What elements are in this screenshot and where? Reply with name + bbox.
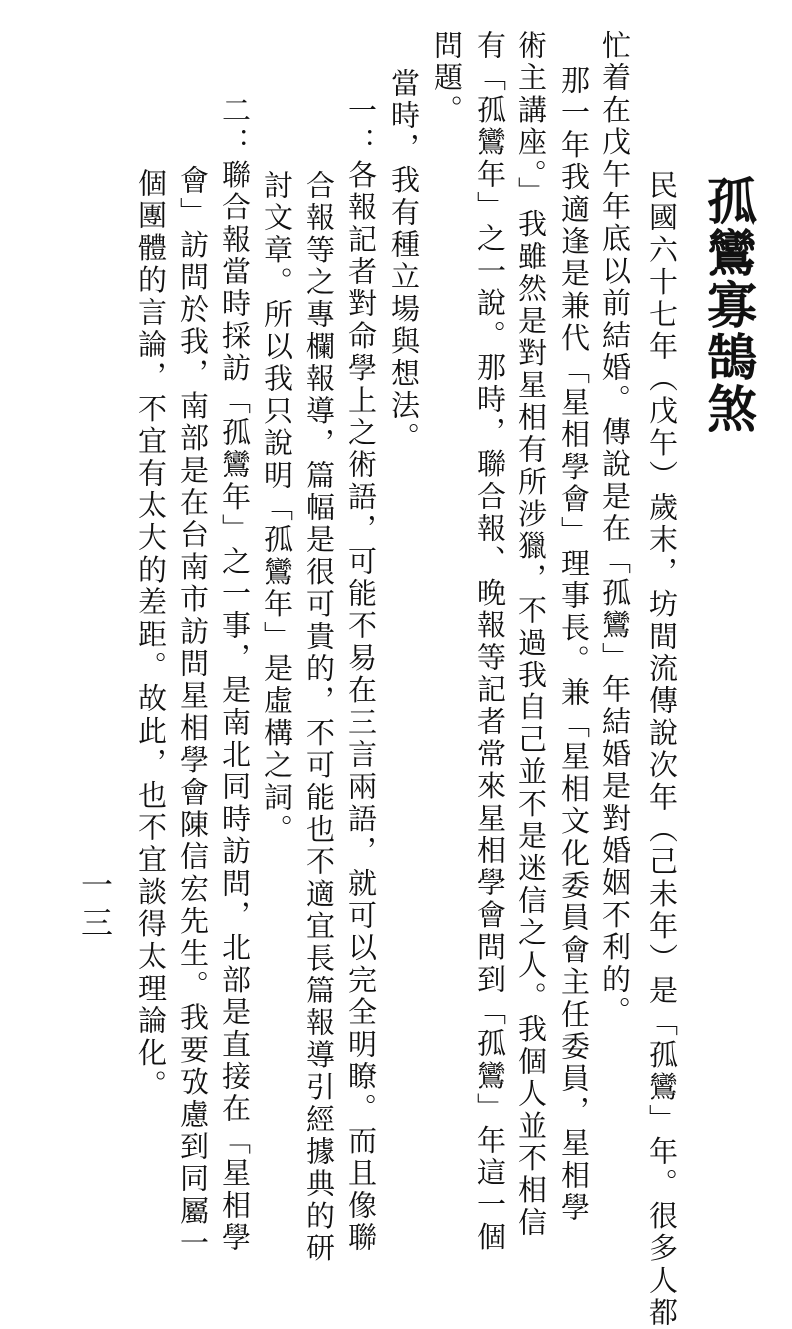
text-column-4: 術主講座。」我雖然是對星相有所涉獵，不過我自己並不是迷信之人。我個人並不相信 (514, 30, 548, 1240)
text-column-12: 會」訪問於我，南部是在台南市訪問星相學會陳信宏先生。我要攷慮到同屬一 (176, 165, 210, 1260)
text-column-9: 合報等之專欄報導，篇幅是很可貴的，不可能也不適宜長篇報導引經據典的研 (302, 170, 336, 1265)
text-column-11: 二：聯合報當時採訪「孤鸞年」之一事，是南北同時訪問，北部是直接在「星相學 (218, 95, 252, 1255)
text-column-5: 有「孤鸞年」之一說。那時，聯合報、晚報等記者常來星相學會問到「孤鸞」年這一個 (473, 30, 507, 1254)
text-column-7: 當時，我有種立場與想法。 (387, 68, 421, 455)
text-column-3: 那一年我適逢是兼代「星相學會」理事長。兼「星相文化委員會主任委員，星相學 (557, 65, 591, 1225)
chapter-title: 孤鸞寡鵠煞 (699, 175, 758, 435)
text-column-10: 討文章。所以我只說明「孤鸞年」是虛構之詞。 (260, 170, 294, 847)
text-column-6: 問題。 (430, 30, 464, 127)
page-number: 一三 (76, 868, 114, 944)
text-column-2: 忙着在戊午年底以前結婚。傳說是在「孤鸞」年結婚是對婚姻不利的。 (598, 30, 632, 1029)
text-column-1: 民國六十七年（戊午）歲末，坊間流傳說次年（己未年）是「孤鸞」年。很多人都 (645, 170, 679, 1329)
text-column-13: 個團體的言論，不宜有太大的差距。故此，也不宜談得太理論化。 (134, 168, 168, 1102)
text-column-8: 一：各報記者對命學上之術語，可能不易在三言兩語，就可以完全明瞭。而且像聯 (344, 95, 378, 1255)
